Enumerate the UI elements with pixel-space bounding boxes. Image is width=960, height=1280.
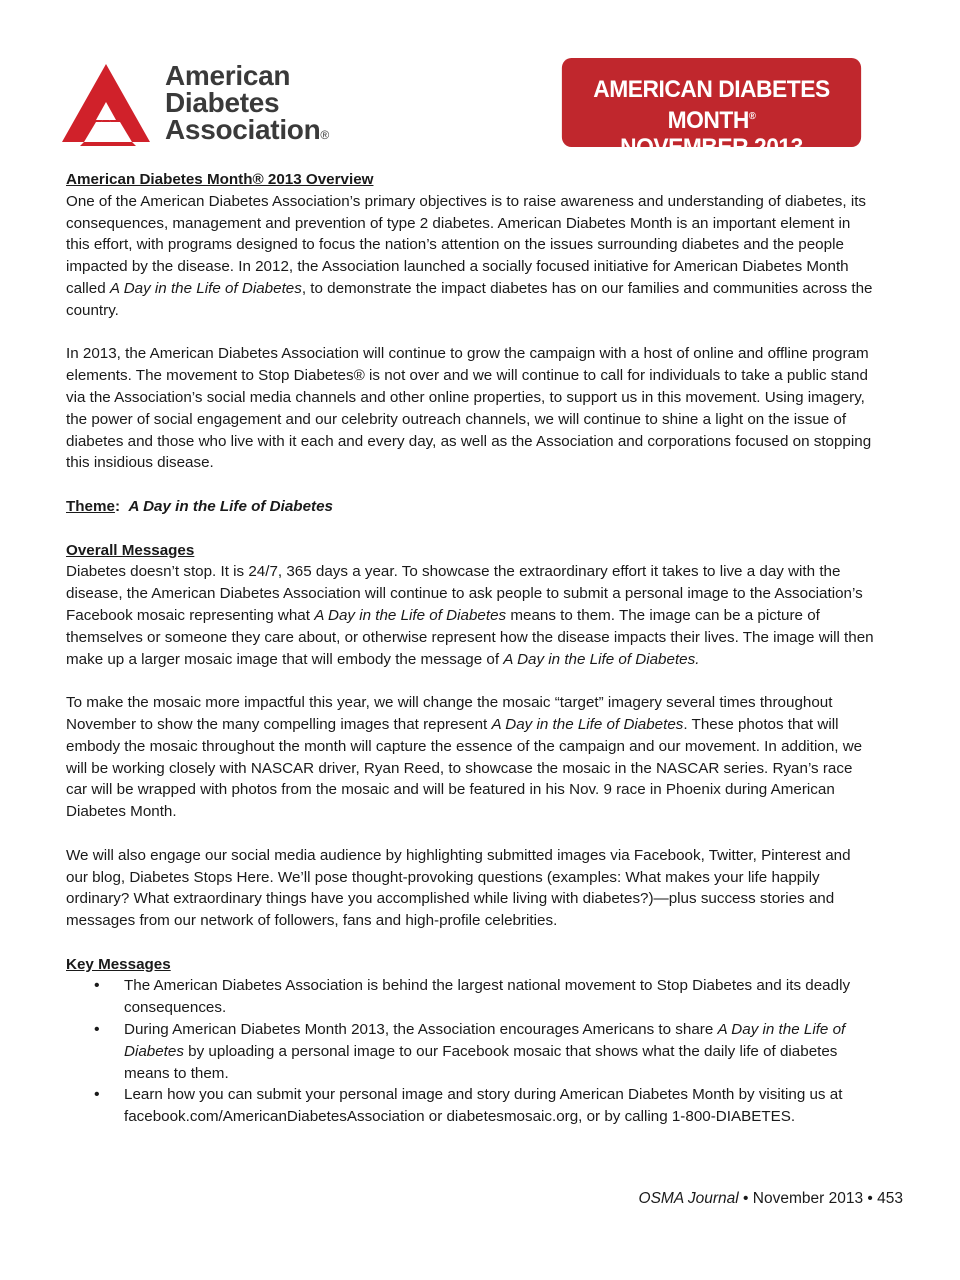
ada-triangle-icon xyxy=(60,64,160,148)
banner-reg-mark: ® xyxy=(748,111,756,122)
theme-line xyxy=(66,496,874,518)
overview-heading: American Diabetes Month® 2013 Overview xyxy=(66,171,374,188)
om-p1-text-a: Diabetes doesn’t stop. It is 24/7, 365 days a year. To showcase the extraordinary effort it takes to live a day with the disease, the American Diabetes Association will continue to ask people to submit a personal image to the Association’s Facebook mosaic representing what xyxy=(66,563,863,624)
banner-line2: NOVEMBER 2013 xyxy=(620,134,803,161)
key-messages-heading: Key Messages xyxy=(66,955,171,973)
om-p1-italic-1: A Day in the Life of Diabetes xyxy=(314,606,507,624)
overall-messages-paragraph-3: We will also engage our social media audience by highlighting submitted images via Facebook, Twitter, Pinterest and our blog, Diabetes Stops Here. We’ll pose thought-provoking questions (examples: What makes your life happily ordinary? What extraordinary things have you accomplished while living with diabetes?)—plus success stories and messages from our network of followers, fans and high-profile celebrities. xyxy=(66,846,851,930)
overview-p1-text-a: One of the American Diabetes Association’s primary objectives is to raise awareness and understanding of diabetes, its consequences, management and prevention of type 2 diabetes. American Diabetes Month is an important element in this effort, with programs designed to focus the nation’s attention on the issues surrounding diabetes and the people impacted by the disease. In 2012, the Association launched a socially focused initiative for American Diabetes Month called xyxy=(66,192,867,297)
logo-line2: Diabetes xyxy=(165,87,280,118)
km-b2-text-a: During American Diabetes Month 2013, the Association encourages Americans to share xyxy=(124,1021,718,1039)
ada-logo xyxy=(60,60,350,150)
footer-issue: November 2013 xyxy=(752,1190,864,1207)
key-message-item: • Learn how you can submit your personal image and story during American Diabetes Month by visiting us at facebook.com/AmericanDiabetesAssociation or diabetesmosaic.org, or by calling 1-800-DIABETES. xyxy=(66,1084,874,1128)
om-p2-italic: A Day in the Life of Diabetes xyxy=(491,715,684,733)
om-p1-text-c: . xyxy=(695,650,700,668)
footer-separator: • xyxy=(863,1190,878,1207)
logo-reg-mark: ® xyxy=(320,128,329,142)
logo-line3: Association xyxy=(165,114,321,145)
om-p2-text-a: To make the mosaic more impactful this year, we will change the mosaic “target” imagery several times throughout November to show the many compelling images that represent xyxy=(66,694,833,733)
om-p2-text-b: . These photos that will embody the mosaic throughout the month will capture the essence of the campaign and our movement. In addition, we will be working closely with NASCAR driver, Ryan Reed, to showcase the mosaic in the NASCAR series. Ryan’s race car will be wrapped with photos from the mosaic and will be featured in his Nov. 9 race in Phoenix during American Diabetes Month. xyxy=(66,715,863,821)
overall-messages-paragraph-1 xyxy=(66,561,874,670)
footer-journal: OSMA Journal xyxy=(638,1190,739,1207)
page-footer xyxy=(639,1190,903,1208)
om-p1-text-b: means to them. The image can be a picture of themselves or someone they care about, or otherwise represent how the disease impacts their lives. The image will then make up a larger mosaic image that will embody the message of xyxy=(66,606,874,668)
article-body xyxy=(66,169,874,1128)
ada-logo-wordmark xyxy=(165,62,329,149)
banner-line1: AMERICAN DIABETES MONTH xyxy=(593,76,830,134)
overview-paragraph-2: In 2013, the American Diabetes Association will continue to grow the campaign with a host of online and offline program elements. The movement to Stop Diabetes® is not over and we will continue to call for individuals to take a public stand via the Association’s social media channels and other online properties, to support us in this movement. Using imagery, the power of social engagement and our celebrity outreach channels, we will continue to shine a light on the issue of diabetes and those who live with it each and every day, as well as the Association and corporations focused on stopping this insidious disease. xyxy=(66,345,872,472)
footer-separator: • xyxy=(738,1190,753,1207)
km-b2-italic: A Day in the Life of Diabetes xyxy=(124,1021,846,1060)
logo-line1: American xyxy=(165,60,291,91)
om-p1-italic-2: A Day in the Life of Diabetes xyxy=(503,650,696,668)
overview-p1-italic: A Day in the Life of Diabetes xyxy=(109,279,302,297)
footer-page-number: 453 xyxy=(877,1190,903,1207)
overview-paragraph-1 xyxy=(66,191,874,322)
diabetes-month-banner xyxy=(562,58,861,161)
km-b2-text-b: by uploading a personal image to our Facebook mosaic that shows what the daily life of diabetes means to them. xyxy=(124,1042,838,1082)
overall-messages-paragraph-2 xyxy=(66,692,874,823)
key-messages-list xyxy=(66,975,874,1128)
key-message-item xyxy=(66,1019,874,1084)
theme-value: A Day in the Life of Diabetes xyxy=(128,497,333,515)
theme-colon: : xyxy=(114,497,121,515)
key-message-item: • The American Diabetes Association is behind the largest national movement to Stop Diabetes and its deadly consequences. xyxy=(66,975,874,1019)
overall-messages-heading: Overall Messages xyxy=(66,541,195,559)
overview-p1-text-b: , to demonstrate the impact diabetes has on our families and communities across the country. xyxy=(66,279,873,319)
theme-label: Theme xyxy=(66,497,115,515)
